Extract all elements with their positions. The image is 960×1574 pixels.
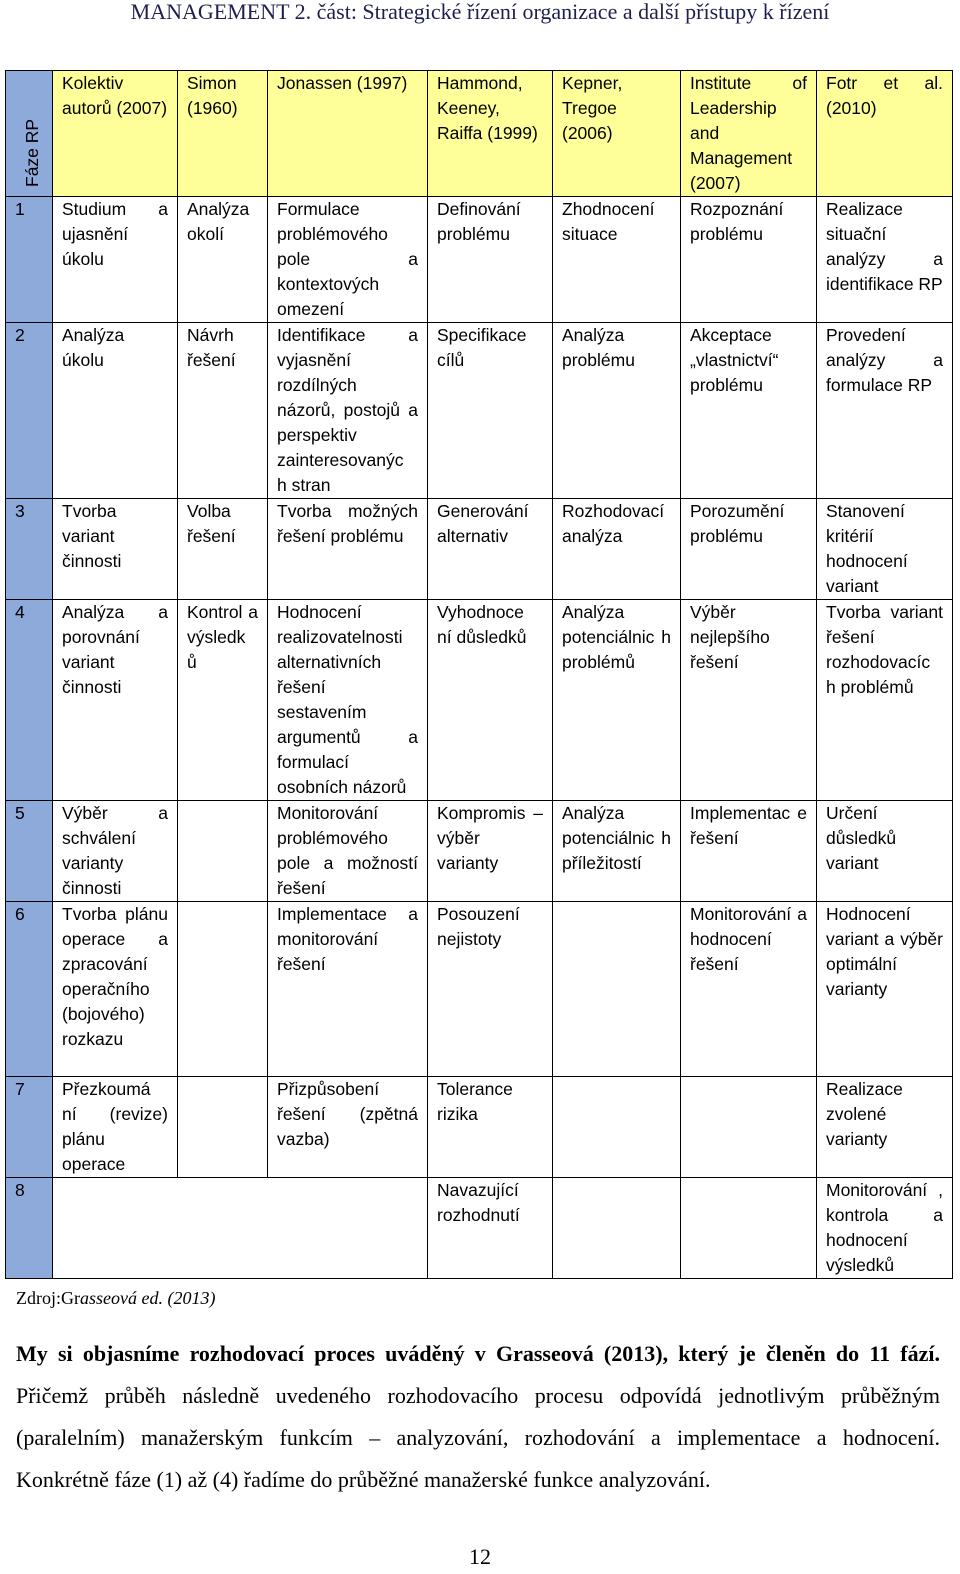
table-cell: Tvorba variant řešení rozhodovacíc h problémů: [817, 600, 953, 801]
column-header: Kolektiv autorů (2007): [53, 71, 178, 197]
table-cell: Rozpoznání problému: [681, 197, 817, 323]
column-header: Institute of Leadership and Management (2007): [681, 71, 817, 197]
table-cell: Tvorba variant činnosti: [53, 499, 178, 600]
table-cell: Specifikace cílů: [428, 323, 553, 499]
table-cell: Implementace a monitorování řešení: [268, 902, 428, 1077]
paragraph-bold: My si objasníme rozhodovací proces uváděný v Grasseová (2013), který je členěn do 11 fází.: [16, 1341, 940, 1366]
table-cell: Návrh řešení: [178, 323, 268, 499]
table-cell: Analýza úkolu: [53, 323, 178, 499]
decision-process-table: [5, 70, 953, 1279]
table-cell: Realizace situační analýzy a identifikace RP: [817, 197, 953, 323]
table-cell: [681, 1178, 817, 1279]
table-cell: Monitorování problémového pole a možností řešení: [268, 801, 428, 902]
table-cell: Kontrol a výsledk ů: [178, 600, 268, 801]
page-header: MANAGEMENT 2. část: Strategické řízení organizace a další přístupy k řízení: [130, 0, 830, 24]
table-cell: Zhodnocení situace: [553, 197, 681, 323]
source-prefix: Zdroj:Gr: [16, 1288, 80, 1308]
table-cell: Hodnocení realizovatelnosti alternativních řešení sestavením argumentů a formulací osobních názorů: [268, 600, 428, 801]
table-cell: Porozumění problému: [681, 499, 817, 600]
table-cell: [553, 1077, 681, 1178]
table-row: [6, 1077, 953, 1178]
table-row: [6, 1178, 953, 1279]
table-cell: Tolerance rizika: [428, 1077, 553, 1178]
column-header: Fotr et al. (2010): [817, 71, 953, 197]
table-cell: Implementac e řešení: [681, 801, 817, 902]
table-row: [6, 499, 953, 600]
table-cell: Výběr nejlepšího řešení: [681, 600, 817, 801]
table-cell: [178, 902, 268, 1077]
table-cell: Tvorba možných řešení problému: [268, 499, 428, 600]
column-header: Hammond, Keeney, Raiffa (1999): [428, 71, 553, 197]
table-cell: Stanovení kritérií hodnocení variant: [817, 499, 953, 600]
table-cell: Provedení analýzy a formulace RP: [817, 323, 953, 499]
table-cell: Analýza potenciálnic h problémů: [553, 600, 681, 801]
column-header: Jonassen (1997): [268, 71, 428, 197]
phase-label: Fáze RP: [22, 118, 42, 187]
table-cell: Formulace problémového pole a kontextových omezení: [268, 197, 428, 323]
table-cell: [553, 1178, 681, 1279]
page-number: 12: [469, 1544, 491, 1569]
table-cell: [53, 1178, 428, 1279]
table-cell: [178, 801, 268, 902]
phase-number: 1: [6, 197, 53, 323]
table-cell: Volba řešení: [178, 499, 268, 600]
table-cell: Realizace zvolené varianty: [817, 1077, 953, 1178]
table-cell: Identifikace a vyjasnění rozdílných názorů, postojů a perspektiv zainteresovanýc h stran: [268, 323, 428, 499]
table-row: [6, 902, 953, 1077]
paragraph-text: Přičemž průběh následně uvedeného rozhodovacího procesu odpovídá jednotlivým průběžným (paralelním) manažerským funkcím – analyzování, rozhodování a implementace a hodnocení. Konkrétně fáze (1) až (4) řadíme do průběžné manažerské funkce analyzování.: [16, 1383, 940, 1492]
table-cell: Přizpůsobení řešení (zpětná vazba): [268, 1077, 428, 1178]
table-cell: Navazující rozhodnutí: [428, 1178, 553, 1279]
table-cell: Určení důsledků variant: [817, 801, 953, 902]
source-italic: asseová ed. (2013): [79, 1288, 216, 1308]
table-cell: Rozhodovací analýza: [553, 499, 681, 600]
table-row: [6, 801, 953, 902]
phase-number: 2: [6, 323, 53, 499]
phase-number: 4: [6, 600, 53, 801]
table-row: [6, 323, 953, 499]
table-cell: Generování alternativ: [428, 499, 553, 600]
table-cell: Analýza problému: [553, 323, 681, 499]
phase-number: 3: [6, 499, 53, 600]
table-cell: [553, 902, 681, 1077]
phase-number: 6: [6, 902, 53, 1077]
phase-number: 7: [6, 1077, 53, 1178]
table-cell: Výběr a schválení varianty činnosti: [53, 801, 178, 902]
phase-number: 5: [6, 801, 53, 902]
source-note: [16, 1288, 215, 1309]
table-cell: Definování problému: [428, 197, 553, 323]
table-cell: Monitorování a hodnocení řešení: [681, 902, 817, 1077]
table-cell: Monitorování , kontrola a hodnocení výsledků: [817, 1178, 953, 1279]
table-cell: Studium a ujasnění úkolu: [53, 197, 178, 323]
table-cell: [178, 1077, 268, 1178]
column-header: Kepner, Tregoe (2006): [553, 71, 681, 197]
table-cell: Analýza potenciálnic h příležitostí: [553, 801, 681, 902]
table-cell: Vyhodnoce ní důsledků: [428, 600, 553, 801]
table-cell: Akceptace „vlastnictví“ problému: [681, 323, 817, 499]
table-cell: Přezkoumá ní (revize) plánu operace: [53, 1077, 178, 1178]
table-row: [6, 600, 953, 801]
phase-number: 8: [6, 1178, 53, 1279]
table-cell: Analýza a porovnání variant činnosti: [53, 600, 178, 801]
table-cell: Posouzení nejistoty: [428, 902, 553, 1077]
table-row: [6, 197, 953, 323]
table-header-row: [6, 71, 953, 197]
table-cell: Analýza okolí: [178, 197, 268, 323]
table-cell: Hodnocení variant a výběr optimální varianty: [817, 902, 953, 1077]
table-cell: Tvorba plánu operace a zpracování operačního (bojového) rozkazu: [53, 902, 178, 1077]
table-cell: [681, 1077, 817, 1178]
phase-header: [6, 71, 53, 197]
table-cell: Kompromis – výběr varianty: [428, 801, 553, 902]
column-header: Simon (1960): [178, 71, 268, 197]
body-paragraph: [16, 1333, 940, 1501]
